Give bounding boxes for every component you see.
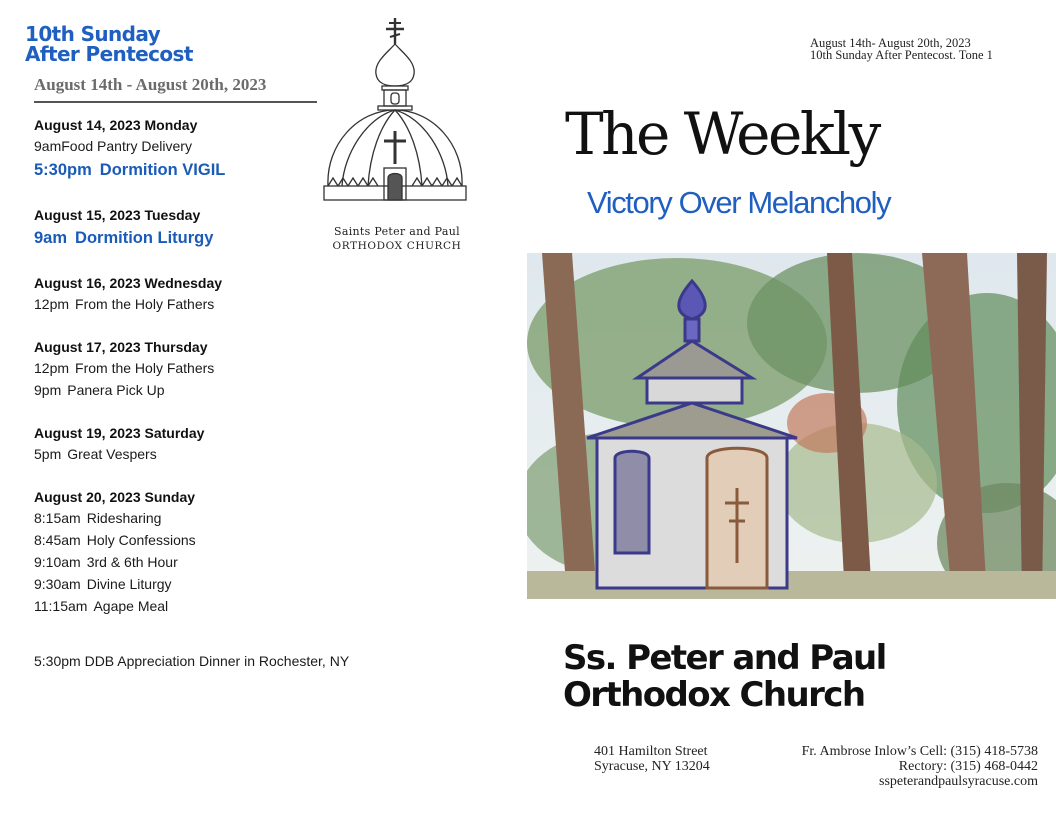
- church-name-line2: Orthodox Church: [563, 675, 865, 715]
- schedule-event: [34, 507, 454, 529]
- week-title-line1: 10th Sunday: [25, 22, 161, 46]
- bulletin-header-info: [810, 37, 1050, 61]
- schedule-day: [34, 273, 454, 315]
- schedule-day-heading: August 19, 2023 Saturday: [34, 425, 205, 441]
- event-title: 3rd & 6th Hour: [86, 554, 178, 570]
- schedule-day: [34, 423, 454, 465]
- event-title: Great Vespers: [67, 446, 157, 462]
- week-title-line2: After Pentecost: [25, 42, 193, 66]
- event-time: 5pm: [34, 446, 62, 462]
- schedule-event: [34, 379, 454, 401]
- church-name-line1: Ss. Peter and Paul: [563, 638, 886, 678]
- event-time: 9am: [34, 229, 68, 247]
- bulletin-subtitle: Victory Over Melancholy: [587, 185, 891, 220]
- event-time: 12pm: [34, 296, 70, 312]
- rectory-phone: Rectory: (315) 468-0442: [898, 759, 1038, 774]
- address-line2: Syracuse, NY 13204: [594, 759, 710, 774]
- logo-text-line2: ORTHODOX CHURCH: [332, 240, 462, 252]
- address-line1: 401 Hamilton Street: [594, 744, 708, 759]
- schedule-event: [34, 595, 454, 617]
- event-title: Dormition VIGIL: [99, 161, 226, 179]
- church-logo: [318, 14, 476, 250]
- schedule-day-heading: August 14, 2023 Monday: [34, 117, 198, 133]
- schedule-day-heading: August 15, 2023 Tuesday: [34, 207, 201, 223]
- event-time: 8:45am: [34, 532, 81, 548]
- event-title: From the Holy Fathers: [75, 296, 215, 312]
- church-dome-icon: [318, 14, 476, 222]
- bulletin-week-title: [25, 24, 285, 64]
- divider: [34, 101, 317, 103]
- event-title: Panera Pick Up: [67, 382, 165, 398]
- schedule-event: [34, 529, 454, 551]
- extra-event-note: 5:30pm DDB Appreciation Dinner in Rochester, NY: [34, 653, 350, 669]
- event-title: Agape Meal: [93, 598, 169, 614]
- event-title: From the Holy Fathers: [75, 360, 215, 376]
- event-time: 12pm: [34, 360, 70, 376]
- website-url: sspeterandpaulsyracuse.com: [879, 774, 1038, 789]
- schedule-event: [34, 357, 454, 379]
- header-tone-line: 10th Sunday After Pentecost. Tone 1: [810, 48, 993, 62]
- schedule-day-heading: August 16, 2023 Wednesday: [34, 275, 223, 291]
- schedule-day: [34, 487, 454, 617]
- logo-text-line1: Saints Peter and Paul: [334, 225, 460, 238]
- schedule-event: [34, 293, 454, 315]
- event-time: 11:15am: [34, 598, 88, 614]
- schedule-day: [34, 337, 454, 401]
- event-title: Food Pantry Delivery: [61, 138, 192, 154]
- priest-cell-phone: Fr. Ambrose Inlow’s Cell: (315) 418-5738: [801, 744, 1038, 759]
- church-name: [563, 640, 963, 714]
- bulletin-title: The Weekly: [565, 100, 879, 168]
- event-title: Divine Liturgy: [86, 576, 172, 592]
- header-date-line: August 14th- August 20th, 2023: [810, 36, 971, 50]
- schedule-event: [34, 573, 454, 595]
- event-title: Ridesharing: [86, 510, 162, 526]
- event-time: 9am: [34, 138, 62, 154]
- chapel-watercolor-image: [527, 253, 1056, 599]
- week-date-range: August 14th - August 20th, 2023: [34, 75, 267, 94]
- schedule-event: [34, 443, 454, 465]
- schedule-day-heading: August 20, 2023 Sunday: [34, 489, 196, 505]
- event-title: Holy Confessions: [86, 532, 196, 548]
- event-time: 9:30am: [34, 576, 81, 592]
- event-time: 9pm: [34, 382, 62, 398]
- event-time: 9:10am: [34, 554, 81, 570]
- schedule-day-heading: August 17, 2023 Thursday: [34, 339, 208, 355]
- event-time: 5:30pm: [34, 161, 92, 179]
- contact-info: [802, 744, 1038, 789]
- schedule-event: [34, 551, 454, 573]
- event-time: 8:15am: [34, 510, 81, 526]
- event-title: Dormition Liturgy: [75, 229, 214, 247]
- church-address: [594, 744, 710, 774]
